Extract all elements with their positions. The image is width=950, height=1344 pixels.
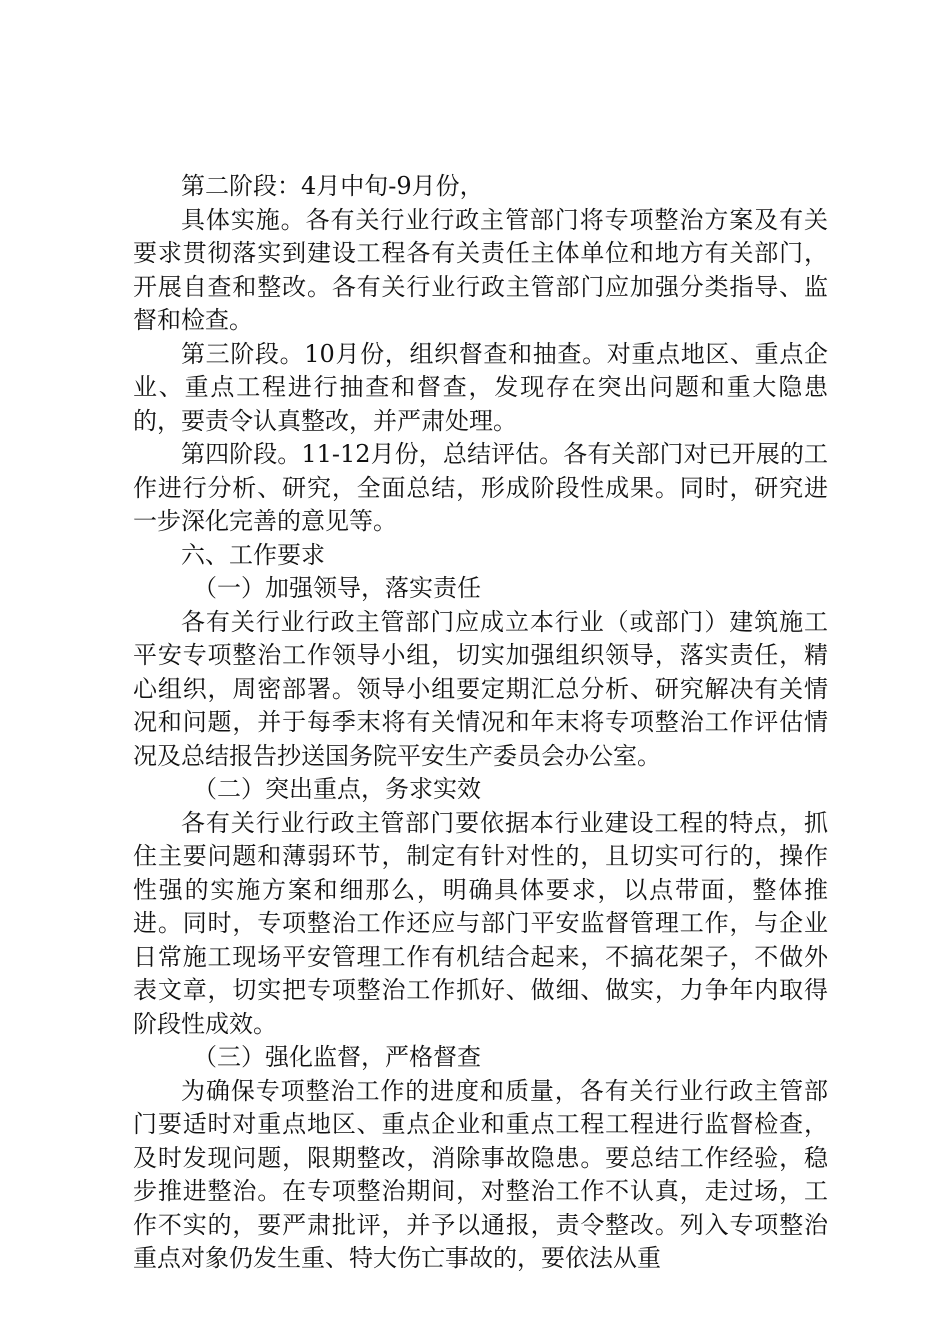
paragraph-stage-three: 第三阶段。10月份，组织督查和抽查。对重点地区、重点企业、重点工程进行抽查和督查，发现存在突出问题和重大隐患的，要责令认真整改，并严肃处理。	[133, 339, 828, 435]
paragraph-implementation: 具体实施。各有关行业行政主管部门将专项整治方案及有关要求贯彻落实到建设工程各有关责任主体单位和地方有关部门，开展自查和整改。各有关行业行政主管部门应加强分类指导、监督和检查。	[133, 205, 828, 334]
paragraph-leadership: 各有关行业行政主管部门应成立本行业（或部门）建筑施工平安专项整治工作领导小组，切实加强组织领导，落实责任，精心组织，周密部署。领导小组要定期汇总分析、研究解决有关情况和问题，并于每季末将有关情况和年末将专项整治工作评估情况及总结报告抄送国务院平安生产委员会办公室。	[133, 607, 828, 770]
section-heading-work-requirements: 六、工作要求	[181, 540, 325, 569]
paragraph-supervision: 为确保专项整治工作的进度和质量，各有关行业行政主管部门要适时对重点地区、重点企业和重点工程工程进行监督检查，及时发现问题，限期整改，消除事故隐患。要总结工作经验，稳步推进整治。在专项整治期间，对整治工作不认真，走过场，工作不实的，要严肃批评，并予以通报，责令整改。列入专项整治重点对象仍发生重、特大伤亡事故的，要依法从重	[133, 1076, 828, 1272]
subsection-heading-focus: （二）突出重点，务求实效	[193, 775, 481, 803]
paragraph-stage-four: 第四阶段。11-12月份，总结评估。各有关部门对已开展的工作进行分析、研究，全面总结，形成阶段性成果。同时，研究进一步深化完善的意见等。	[133, 440, 828, 535]
subsection-heading-leadership: （一）加强领导，落实责任	[193, 574, 481, 602]
subsection-heading-supervision: （三）强化监督，严格督查	[193, 1043, 481, 1071]
document-page	[133, 170, 828, 1276]
paragraph-stage-two: 第二阶段：4月中旬-9月份，	[181, 172, 484, 200]
paragraph-focus: 各有关行业行政主管部门要依据本行业建设工程的特点，抓住主要问题和薄弱环节，制定有针对性的，且切实可行的，操作性强的实施方案和细那么，明确具体要求，以点带面，整体推进。同时，专项整治工作还应与部门平安监督管理工作，与企业日常施工现场平安管理工作有机结合起来，不搞花架子，不做外表文章，切实把专项整治工作抓好、做细、做实，力争年内取得阶段性成效。	[133, 808, 828, 1038]
